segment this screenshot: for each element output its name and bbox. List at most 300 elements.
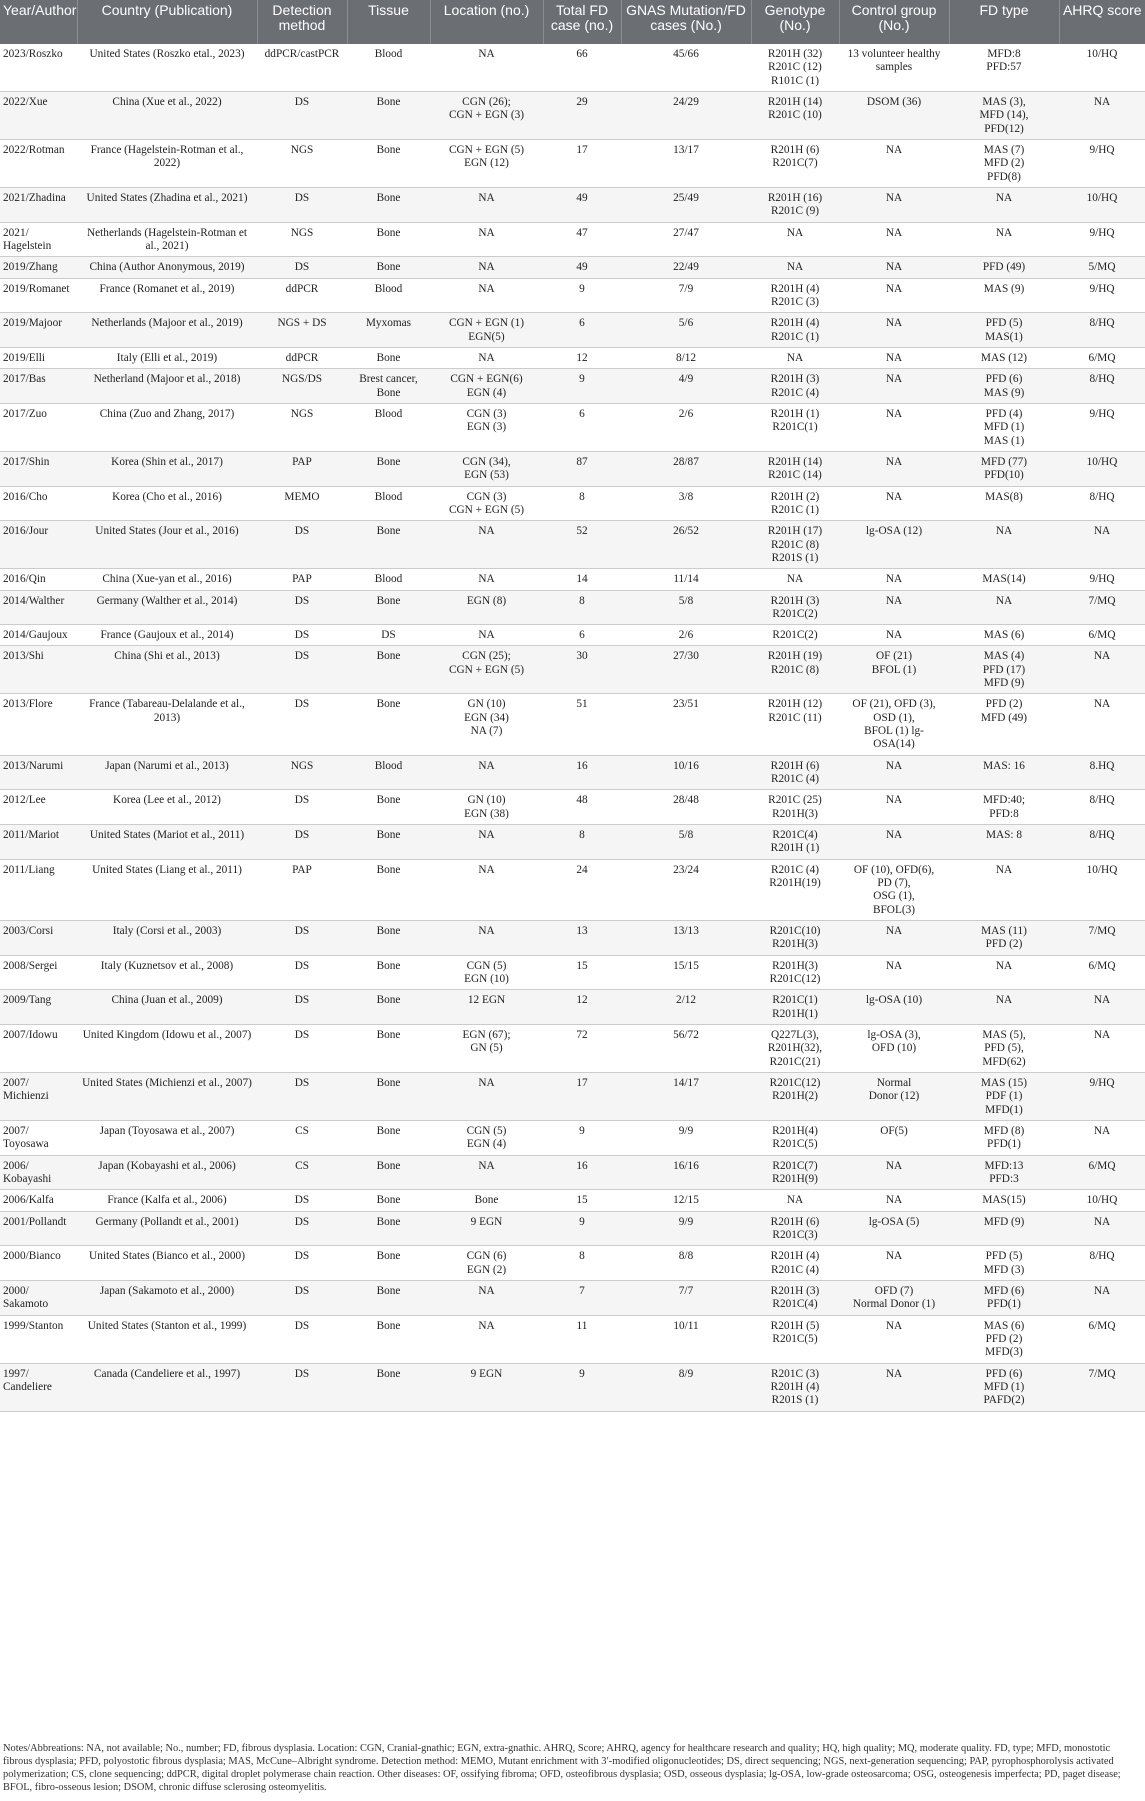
cell-detection-method: NGS + DS xyxy=(257,313,347,348)
cell-gnas-mutation: 2/6 xyxy=(621,403,751,451)
cell-ahrq-score: 10/HQ xyxy=(1059,44,1145,91)
cell-location: NA xyxy=(430,859,543,920)
cell-gnas-mutation: 25/49 xyxy=(621,187,751,222)
table-row xyxy=(0,313,1145,348)
cell-year-author: 2007/ Michienzi xyxy=(0,1073,77,1121)
cell-location: 12 EGN xyxy=(430,990,543,1025)
cell-country: United States (Stanton et al., 1999) xyxy=(77,1315,257,1363)
cell-country: Japan (Sakamoto et al., 2000) xyxy=(77,1280,257,1315)
cell-location: NA xyxy=(430,347,543,368)
cell-country: China (Xue et al., 2022) xyxy=(77,91,257,139)
table-row xyxy=(0,187,1145,222)
cell-genotype: Q227L(3), R201H(32), R201C(21) xyxy=(751,1025,839,1073)
cell-detection-method: DS xyxy=(257,590,347,625)
cell-ahrq-score: 8/HQ xyxy=(1059,369,1145,404)
cell-ahrq-score: 8/HQ xyxy=(1059,790,1145,825)
cell-fd-type: MFD (6) PFD(1) xyxy=(949,1280,1059,1315)
cell-genotype: R201H (3) R201C (4) xyxy=(751,369,839,404)
cell-gnas-mutation: 45/66 xyxy=(621,44,751,91)
cell-tissue: Bone xyxy=(347,1315,430,1363)
cell-genotype: R201C(1) R201H(1) xyxy=(751,990,839,1025)
cell-control-group: NA xyxy=(839,1155,949,1190)
cell-control-group: NA xyxy=(839,790,949,825)
table-row xyxy=(0,625,1145,646)
table-row xyxy=(0,825,1145,860)
cell-ahrq-score: 9/HQ xyxy=(1059,569,1145,590)
cell-fd-type: MAS (6) xyxy=(949,625,1059,646)
cell-gnas-mutation: 13/13 xyxy=(621,921,751,956)
table-row xyxy=(0,569,1145,590)
cell-total-fd: 6 xyxy=(543,625,621,646)
cell-tissue: Bone xyxy=(347,1363,430,1411)
cell-fd-type: PFD (6) MAS (9) xyxy=(949,369,1059,404)
cell-gnas-mutation: 10/16 xyxy=(621,755,751,790)
cell-control-group: NA xyxy=(839,825,949,860)
cell-fd-type: PFD (5) MFD (3) xyxy=(949,1246,1059,1281)
cell-genotype: R201H (6) R201C(7) xyxy=(751,139,839,187)
cell-fd-type: MAS (12) xyxy=(949,347,1059,368)
cell-ahrq-score: NA xyxy=(1059,1025,1145,1073)
cell-detection-method: NGS xyxy=(257,139,347,187)
cell-location: NA xyxy=(430,257,543,278)
cell-location: CGN + EGN(6) EGN (4) xyxy=(430,369,543,404)
cell-total-fd: 16 xyxy=(543,755,621,790)
cell-fd-type: MAS(8) xyxy=(949,486,1059,521)
cell-gnas-mutation: 23/51 xyxy=(621,694,751,755)
cell-fd-type: MAS: 8 xyxy=(949,825,1059,860)
cell-year-author: 2019/Elli xyxy=(0,347,77,368)
cell-year-author: 2007/Idowu xyxy=(0,1025,77,1073)
cell-total-fd: 16 xyxy=(543,1155,621,1190)
cell-gnas-mutation: 9/9 xyxy=(621,1211,751,1246)
cell-gnas-mutation: 7/9 xyxy=(621,278,751,313)
cell-genotype: R201C(4) R201H (1) xyxy=(751,825,839,860)
cell-ahrq-score: 10/HQ xyxy=(1059,451,1145,486)
cell-country: France (Kalfa et al., 2006) xyxy=(77,1190,257,1211)
cell-ahrq-score: 9/HQ xyxy=(1059,222,1145,257)
cell-location: CGN (34), EGN (53) xyxy=(430,451,543,486)
cell-genotype: R201H (3) R201C(4) xyxy=(751,1280,839,1315)
cell-genotype: R201C(12) R201H(2) xyxy=(751,1073,839,1121)
table-row xyxy=(0,44,1145,91)
cell-year-author: 2022/Rotman xyxy=(0,139,77,187)
cell-genotype: NA xyxy=(751,257,839,278)
cell-tissue: Bone xyxy=(347,1155,430,1190)
cell-genotype: R201C (4) R201H(19) xyxy=(751,859,839,920)
cell-total-fd: 12 xyxy=(543,990,621,1025)
cell-detection-method: MEMO xyxy=(257,486,347,521)
cell-gnas-mutation: 3/8 xyxy=(621,486,751,521)
cell-tissue: Blood xyxy=(347,569,430,590)
cell-country: Netherlands (Majoor et al., 2019) xyxy=(77,313,257,348)
cell-control-group: NA xyxy=(839,257,949,278)
cell-total-fd: 15 xyxy=(543,955,621,990)
cell-control-group: NA xyxy=(839,590,949,625)
cell-detection-method: DS xyxy=(257,646,347,694)
cell-genotype: R201H (17) R201C (8) R201S (1) xyxy=(751,521,839,569)
cell-control-group: NA xyxy=(839,1363,949,1411)
cell-country: Italy (Kuznetsov et al., 2008) xyxy=(77,955,257,990)
table-row xyxy=(0,1211,1145,1246)
cell-year-author: 2021/Zhadina xyxy=(0,187,77,222)
cell-genotype: R201H (14) R201C (10) xyxy=(751,91,839,139)
cell-gnas-mutation: 23/24 xyxy=(621,859,751,920)
cell-country: Korea (Shin et al., 2017) xyxy=(77,451,257,486)
cell-fd-type: MAS (5), PFD (5), MFD(62) xyxy=(949,1025,1059,1073)
cell-tissue: Blood xyxy=(347,486,430,521)
cell-total-fd: 48 xyxy=(543,790,621,825)
cell-control-group: NA xyxy=(839,369,949,404)
cell-detection-method: CS xyxy=(257,1155,347,1190)
cell-country: Korea (Lee et al., 2012) xyxy=(77,790,257,825)
cell-ahrq-score: 9/HQ xyxy=(1059,278,1145,313)
table-row xyxy=(0,1315,1145,1363)
cell-detection-method: DS xyxy=(257,694,347,755)
cell-control-group: NA xyxy=(839,921,949,956)
cell-fd-type: MFD (9) xyxy=(949,1211,1059,1246)
cell-location: CGN + EGN (5) EGN (12) xyxy=(430,139,543,187)
cell-country: Germany (Pollandt et al., 2001) xyxy=(77,1211,257,1246)
cell-tissue: Bone xyxy=(347,646,430,694)
table-row xyxy=(0,139,1145,187)
cell-genotype: R201H(3) R201C(12) xyxy=(751,955,839,990)
cell-genotype: R201H (19) R201C (8) xyxy=(751,646,839,694)
cell-genotype: R201H (3) R201C(2) xyxy=(751,590,839,625)
cell-tissue: Bone xyxy=(347,921,430,956)
cell-year-author: 2000/ Sakamoto xyxy=(0,1280,77,1315)
table-row xyxy=(0,755,1145,790)
cell-detection-method: DS xyxy=(257,1073,347,1121)
table-row xyxy=(0,990,1145,1025)
cell-year-author: 2008/Sergei xyxy=(0,955,77,990)
cell-country: United States (Roszko etal., 2023) xyxy=(77,44,257,91)
cell-country: Germany (Walther et al., 2014) xyxy=(77,590,257,625)
cell-ahrq-score: 9/HQ xyxy=(1059,403,1145,451)
cell-detection-method: PAP xyxy=(257,569,347,590)
table-row xyxy=(0,694,1145,755)
cell-total-fd: 9 xyxy=(543,1121,621,1156)
cell-ahrq-score: 8/HQ xyxy=(1059,1246,1145,1281)
cell-ahrq-score: NA xyxy=(1059,646,1145,694)
cell-fd-type: MAS(14) xyxy=(949,569,1059,590)
table-row xyxy=(0,278,1145,313)
cell-control-group: NA xyxy=(839,1246,949,1281)
cell-location: CGN (5) EGN (4) xyxy=(430,1121,543,1156)
cell-tissue: Myxomas xyxy=(347,313,430,348)
cell-control-group: OF (10), OFD(6), PD (7), OSG (1), BFOL(3) xyxy=(839,859,949,920)
cell-genotype: R201H (4) R201C (4) xyxy=(751,1246,839,1281)
header-country: Country (Publication) xyxy=(77,0,257,44)
cell-gnas-mutation: 27/30 xyxy=(621,646,751,694)
cell-country: Japan (Kobayashi et al., 2006) xyxy=(77,1155,257,1190)
cell-country: United Kingdom (Idowu et al., 2007) xyxy=(77,1025,257,1073)
cell-country: China (Zuo and Zhang, 2017) xyxy=(77,403,257,451)
cell-location: NA xyxy=(430,278,543,313)
cell-control-group: NA xyxy=(839,625,949,646)
cell-gnas-mutation: 8/8 xyxy=(621,1246,751,1281)
cell-tissue: Bone xyxy=(347,1280,430,1315)
cell-ahrq-score: 6/MQ xyxy=(1059,955,1145,990)
cell-detection-method: NGS/DS xyxy=(257,369,347,404)
cell-total-fd: 17 xyxy=(543,1073,621,1121)
cell-control-group: NA xyxy=(839,755,949,790)
cell-detection-method: DS xyxy=(257,790,347,825)
cell-genotype: R201H (4) R201C (1) xyxy=(751,313,839,348)
cell-total-fd: 15 xyxy=(543,1190,621,1211)
cell-location: 9 EGN xyxy=(430,1211,543,1246)
cell-control-group: Normal Donor (12) xyxy=(839,1073,949,1121)
cell-country: France (Romanet et al., 2019) xyxy=(77,278,257,313)
cell-location: CGN (26); CGN + EGN (3) xyxy=(430,91,543,139)
cell-control-group: 13 volunteer healthy samples xyxy=(839,44,949,91)
cell-control-group: NA xyxy=(839,569,949,590)
cell-detection-method: DS xyxy=(257,187,347,222)
cell-control-group: NA xyxy=(839,313,949,348)
cell-year-author: 2021/ Hagelstein xyxy=(0,222,77,257)
cell-gnas-mutation: 2/12 xyxy=(621,990,751,1025)
cell-genotype: R201H (1) R201C(1) xyxy=(751,403,839,451)
cell-fd-type: MFD (8) PFD(1) xyxy=(949,1121,1059,1156)
cell-ahrq-score: NA xyxy=(1059,990,1145,1025)
table-row xyxy=(0,1190,1145,1211)
cell-location: CGN (3) CGN + EGN (5) xyxy=(430,486,543,521)
cell-tissue: Bone xyxy=(347,694,430,755)
cell-ahrq-score: NA xyxy=(1059,91,1145,139)
cell-detection-method: NGS xyxy=(257,755,347,790)
cell-location: NA xyxy=(430,222,543,257)
cell-gnas-mutation: 5/8 xyxy=(621,825,751,860)
cell-control-group: lg-OSA (12) xyxy=(839,521,949,569)
cell-location: NA xyxy=(430,755,543,790)
cell-year-author: 2012/Lee xyxy=(0,790,77,825)
table-row xyxy=(0,646,1145,694)
cell-ahrq-score: NA xyxy=(1059,694,1145,755)
cell-tissue: Bone xyxy=(347,222,430,257)
cell-gnas-mutation: 56/72 xyxy=(621,1025,751,1073)
cell-total-fd: 17 xyxy=(543,139,621,187)
cell-total-fd: 72 xyxy=(543,1025,621,1073)
cell-genotype: R201C(7) R201H(9) xyxy=(751,1155,839,1190)
cell-year-author: 2019/Majoor xyxy=(0,313,77,348)
header-ahrq-score: AHRQ score xyxy=(1059,0,1145,44)
cell-country: United States (Michienzi et al., 2007) xyxy=(77,1073,257,1121)
cell-year-author: 2022/Xue xyxy=(0,91,77,139)
header-location: Location (no.) xyxy=(430,0,543,44)
cell-fd-type: NA xyxy=(949,590,1059,625)
cell-genotype: R201H (32) R201C (12) R101C (1) xyxy=(751,44,839,91)
cell-total-fd: 30 xyxy=(543,646,621,694)
cell-year-author: 2016/Cho xyxy=(0,486,77,521)
cell-location: CGN + EGN (1) EGN(5) xyxy=(430,313,543,348)
table-row xyxy=(0,921,1145,956)
cell-control-group: NA xyxy=(839,347,949,368)
cell-year-author: 2014/Gaujoux xyxy=(0,625,77,646)
cell-fd-type: MFD (77) PFD(10) xyxy=(949,451,1059,486)
cell-tissue: Bone xyxy=(347,139,430,187)
cell-control-group: lg-OSA (3), OFD (10) xyxy=(839,1025,949,1073)
cell-ahrq-score: 7/MQ xyxy=(1059,1363,1145,1411)
cell-year-author: 2023/Roszko xyxy=(0,44,77,91)
cell-year-author: 2019/Romanet xyxy=(0,278,77,313)
cell-total-fd: 8 xyxy=(543,486,621,521)
header-detection-method: Detection method xyxy=(257,0,347,44)
cell-total-fd: 47 xyxy=(543,222,621,257)
cell-control-group: OFD (7) Normal Donor (1) xyxy=(839,1280,949,1315)
cell-tissue: DS xyxy=(347,625,430,646)
cell-location: NA xyxy=(430,569,543,590)
cell-genotype: R201H (5) R201C(5) xyxy=(751,1315,839,1363)
cell-tissue: Bone xyxy=(347,825,430,860)
cell-fd-type: MAS (7) MFD (2) PFD(8) xyxy=(949,139,1059,187)
cell-gnas-mutation: 14/17 xyxy=(621,1073,751,1121)
cell-location: NA xyxy=(430,625,543,646)
cell-genotype: NA xyxy=(751,1190,839,1211)
cell-location: EGN (67); GN (5) xyxy=(430,1025,543,1073)
cell-fd-type: NA xyxy=(949,859,1059,920)
cell-gnas-mutation: 8/9 xyxy=(621,1363,751,1411)
cell-tissue: Bone xyxy=(347,590,430,625)
cell-fd-type: MAS (4) PFD (17) MFD (9) xyxy=(949,646,1059,694)
header-tissue: Tissue xyxy=(347,0,430,44)
cell-gnas-mutation: 8/12 xyxy=(621,347,751,368)
cell-tissue: Blood xyxy=(347,44,430,91)
cell-year-author: 2019/Zhang xyxy=(0,257,77,278)
header-control-group: Control group (No.) xyxy=(839,0,949,44)
cell-year-author: 2011/Mariot xyxy=(0,825,77,860)
cell-detection-method: DS xyxy=(257,257,347,278)
table-row xyxy=(0,1155,1145,1190)
header-genotype: Genotype (No.) xyxy=(751,0,839,44)
cell-total-fd: 51 xyxy=(543,694,621,755)
cell-gnas-mutation: 12/15 xyxy=(621,1190,751,1211)
cell-tissue: Bone xyxy=(347,990,430,1025)
cell-gnas-mutation: 5/6 xyxy=(621,313,751,348)
cell-fd-type: NA xyxy=(949,222,1059,257)
cell-gnas-mutation: 10/11 xyxy=(621,1315,751,1363)
table-row xyxy=(0,1246,1145,1281)
cell-detection-method: DS xyxy=(257,1190,347,1211)
cell-location: CGN (25); CGN + EGN (5) xyxy=(430,646,543,694)
cell-gnas-mutation: 16/16 xyxy=(621,1155,751,1190)
cell-year-author: 2013/Flore xyxy=(0,694,77,755)
cell-location: CGN (5) EGN (10) xyxy=(430,955,543,990)
cell-control-group: NA xyxy=(839,222,949,257)
cell-location: EGN (8) xyxy=(430,590,543,625)
cell-fd-type: NA xyxy=(949,955,1059,990)
cell-genotype: R201H (6) R201C(3) xyxy=(751,1211,839,1246)
table-row xyxy=(0,1280,1145,1315)
cell-country: Korea (Cho et al., 2016) xyxy=(77,486,257,521)
table-row xyxy=(0,369,1145,404)
cell-fd-type: MAS(15) xyxy=(949,1190,1059,1211)
cell-genotype: R201H (4) R201C (3) xyxy=(751,278,839,313)
cell-detection-method: PAP xyxy=(257,451,347,486)
cell-fd-type: PFD (6) MFD (1) PAFD(2) xyxy=(949,1363,1059,1411)
table-row xyxy=(0,257,1145,278)
cell-country: Netherland (Majoor et al., 2018) xyxy=(77,369,257,404)
cell-fd-type: MAS (9) xyxy=(949,278,1059,313)
cell-country: United States (Zhadina et al., 2021) xyxy=(77,187,257,222)
cell-year-author: 2017/Bas xyxy=(0,369,77,404)
cell-fd-type: MAS (3), MFD (14), PFD(12) xyxy=(949,91,1059,139)
cell-country: China (Author Anonymous, 2019) xyxy=(77,257,257,278)
cell-total-fd: 49 xyxy=(543,257,621,278)
table-row xyxy=(0,91,1145,139)
cell-total-fd: 9 xyxy=(543,1211,621,1246)
cell-total-fd: 29 xyxy=(543,91,621,139)
cell-tissue: Bone xyxy=(347,1025,430,1073)
cell-ahrq-score: NA xyxy=(1059,1211,1145,1246)
table-row xyxy=(0,859,1145,920)
cell-genotype: R201H (12) R201C (11) xyxy=(751,694,839,755)
cell-ahrq-score: 5/MQ xyxy=(1059,257,1145,278)
cell-location: NA xyxy=(430,521,543,569)
table-row xyxy=(0,486,1145,521)
table-notes: Notes/Abbreations: NA, not available; No., number; FD, fibrous dysplasia. Location: CGN, Cranial-gnathic; EGN, extra-gnathic. AHRQ, Score; AHRQ, agency for healthcare research and quality; HQ, high quality; MQ, moderate quality. FD, type; MFD, monostotic fibrous dysplasia; PFD, polyostotic fibrous dysplasia; MAS, McCune–Albright syndrome. Detection method: MEMO, Mutant enrichment with 3′-modified oligonucleotides; DS, direct sequencing; NGS, next-generation sequencing; PAP, pyrophosphorolysis activated polymerization; CS, clone sequencing; ddPCR, digital droplet polymerase chain reaction. Other diseases: OF, ossifying fibroma; OFD, osteofibrous dysplasia; OSD, osseous dysplasia; lg-OSA, low-grade osteosarcoma; OSG, osteogenesis imperfecta; PD, paget disease; BFOL, fibro-osseous lesion; DSOM, chronic diffuse sclerosing osteomyelitis. xyxy=(3,1743,1121,1793)
cell-ahrq-score: 8/HQ xyxy=(1059,313,1145,348)
cell-detection-method: DS xyxy=(257,955,347,990)
cell-detection-method: DS xyxy=(257,1363,347,1411)
cell-gnas-mutation: 5/8 xyxy=(621,590,751,625)
cell-gnas-mutation: 27/47 xyxy=(621,222,751,257)
table-row xyxy=(0,1025,1145,1073)
cell-country: Netherlands (Hagelstein-Rotman et al., 2021) xyxy=(77,222,257,257)
cell-year-author: 2016/Qin xyxy=(0,569,77,590)
cell-ahrq-score: NA xyxy=(1059,521,1145,569)
cell-total-fd: 8 xyxy=(543,590,621,625)
cell-tissue: Blood xyxy=(347,755,430,790)
cell-location: NA xyxy=(430,825,543,860)
cell-total-fd: 9 xyxy=(543,1363,621,1411)
cell-total-fd: 52 xyxy=(543,521,621,569)
cell-year-author: 2013/Narumi xyxy=(0,755,77,790)
cell-detection-method: DS xyxy=(257,625,347,646)
cell-fd-type: MFD:40; PFD:8 xyxy=(949,790,1059,825)
cell-total-fd: 6 xyxy=(543,403,621,451)
cell-fd-type: PFD (5) MAS(1) xyxy=(949,313,1059,348)
table-row xyxy=(0,790,1145,825)
cell-ahrq-score: 8/HQ xyxy=(1059,825,1145,860)
cell-fd-type: MAS (15) PDF (1) MFD(1) xyxy=(949,1073,1059,1121)
cell-control-group: NA xyxy=(839,451,949,486)
cell-location: NA xyxy=(430,44,543,91)
cell-location: NA xyxy=(430,1315,543,1363)
cell-fd-type: MAS (6) PFD (2) MFD(3) xyxy=(949,1315,1059,1363)
cell-ahrq-score: 10/HQ xyxy=(1059,187,1145,222)
cell-ahrq-score: 8.HQ xyxy=(1059,755,1145,790)
cell-control-group: lg-OSA (5) xyxy=(839,1211,949,1246)
cell-tissue: Bone xyxy=(347,91,430,139)
cell-country: China (Shi et al., 2013) xyxy=(77,646,257,694)
cell-location: GN (10) EGN (38) xyxy=(430,790,543,825)
cell-total-fd: 66 xyxy=(543,44,621,91)
cell-total-fd: 7 xyxy=(543,1280,621,1315)
cell-tissue: Blood xyxy=(347,278,430,313)
cell-tissue: Bone xyxy=(347,1190,430,1211)
cell-detection-method: DS xyxy=(257,521,347,569)
table-row xyxy=(0,955,1145,990)
cell-control-group: NA xyxy=(839,486,949,521)
cell-detection-method: DS xyxy=(257,1025,347,1073)
cell-country: United States (Jour et al., 2016) xyxy=(77,521,257,569)
cell-fd-type: PFD (49) xyxy=(949,257,1059,278)
cell-total-fd: 9 xyxy=(543,278,621,313)
header-gnas-mutation: GNAS Mutation/FD cases (No.) xyxy=(621,0,751,44)
cell-country: China (Juan et al., 2009) xyxy=(77,990,257,1025)
cell-ahrq-score: 6/MQ xyxy=(1059,1155,1145,1190)
cell-gnas-mutation: 2/6 xyxy=(621,625,751,646)
cell-country: China (Xue-yan et al., 2016) xyxy=(77,569,257,590)
